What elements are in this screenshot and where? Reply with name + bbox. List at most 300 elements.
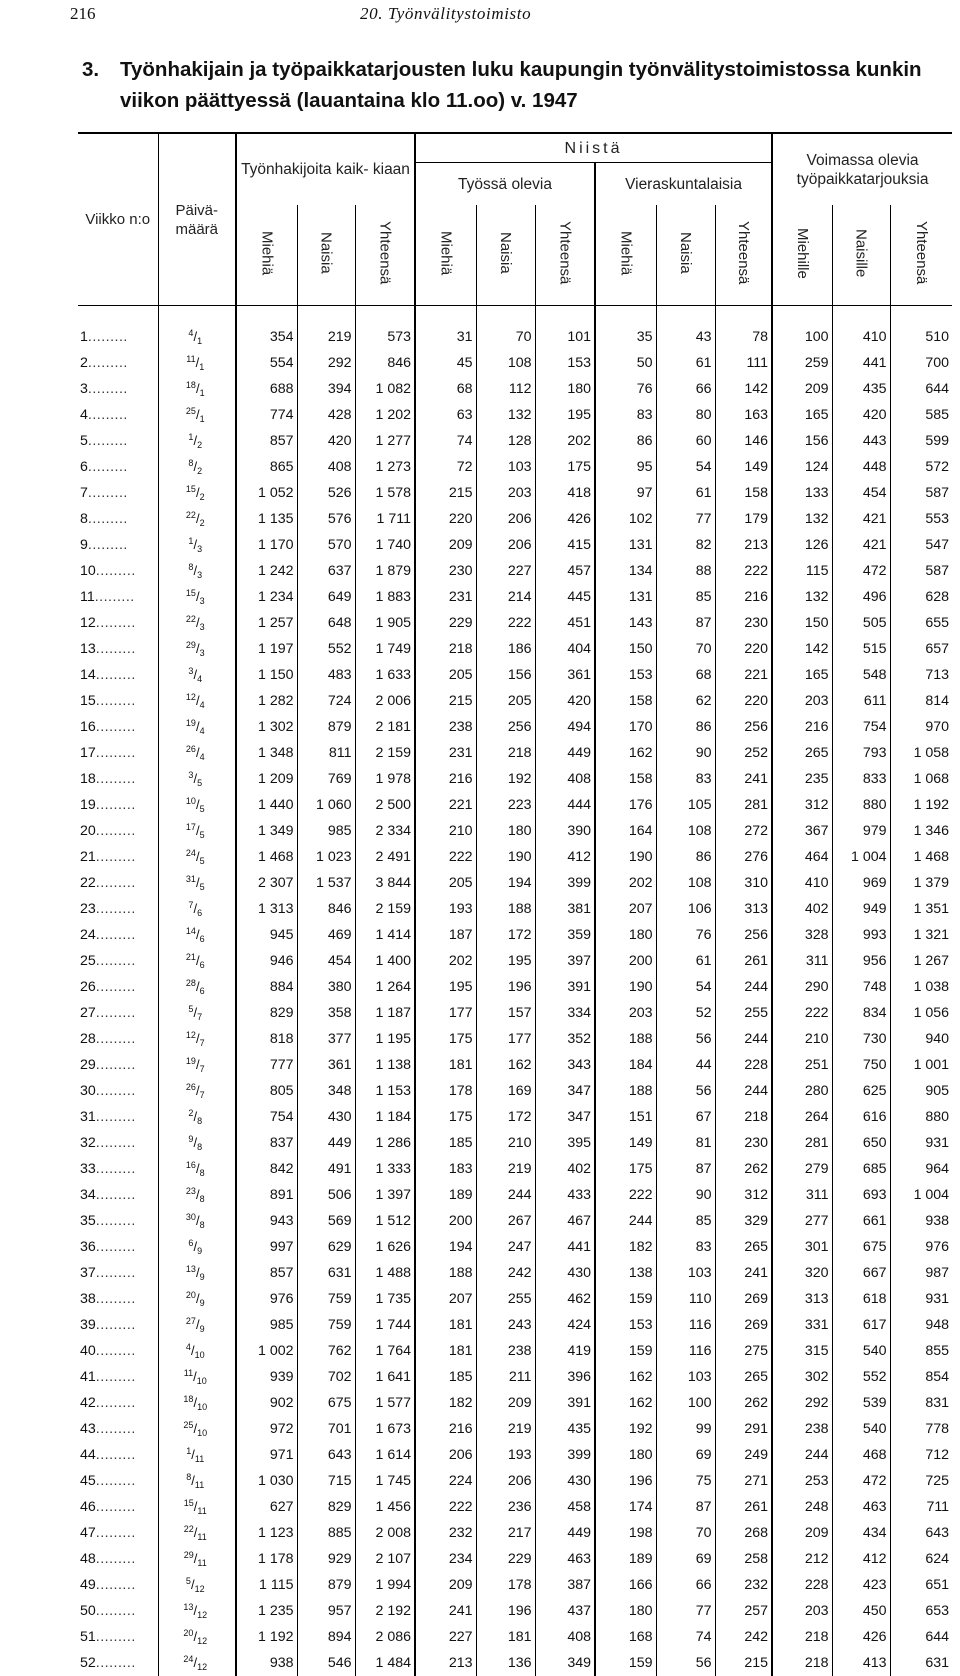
cell-v-m: 218 — [772, 1650, 832, 1676]
cell-n-w: 106 — [656, 896, 715, 922]
cell-n-t: 232 — [715, 1572, 772, 1598]
week-number: 25......... — [78, 948, 158, 974]
cell-e-t: 430 — [535, 1468, 595, 1494]
cell-n-t: 241 — [715, 1260, 772, 1286]
week-number: 9......... — [78, 532, 158, 558]
cell-th-w: 701 — [297, 1416, 355, 1442]
cell-n-m: 190 — [595, 844, 656, 870]
cell-th-m: 1 150 — [236, 662, 297, 688]
cell-e-w: 219 — [476, 1416, 535, 1442]
cell-th-w: 430 — [297, 1104, 355, 1130]
cell-v-w: 993 — [832, 922, 890, 948]
cell-th-t: 1 633 — [355, 662, 415, 688]
cell-th-w: 957 — [297, 1598, 355, 1624]
cell-th-m: 943 — [236, 1208, 297, 1234]
week-date: $^{26}/_7$ — [158, 1078, 236, 1104]
cell-v-w: 793 — [832, 740, 890, 766]
cell-n-t: 262 — [715, 1156, 772, 1182]
cell-e-m: 222 — [415, 844, 476, 870]
week-number: 20......... — [78, 818, 158, 844]
cell-th-w: 219 — [297, 306, 355, 351]
cell-e-m: 209 — [415, 1572, 476, 1598]
table-row — [78, 1182, 952, 1208]
cell-th-t: 1 333 — [355, 1156, 415, 1182]
cell-n-w: 105 — [656, 792, 715, 818]
cell-v-m: 235 — [772, 766, 832, 792]
week-number: 12......... — [78, 610, 158, 636]
cell-v-t: 814 — [890, 688, 952, 714]
cell-n-m: 95 — [595, 454, 656, 480]
cell-v-w: 539 — [832, 1390, 890, 1416]
cell-e-w: 177 — [476, 1026, 535, 1052]
cell-n-m: 180 — [595, 1442, 656, 1468]
cell-e-w: 108 — [476, 350, 535, 376]
table-row — [78, 1156, 952, 1182]
cell-e-t: 390 — [535, 818, 595, 844]
cell-th-w: 546 — [297, 1650, 355, 1676]
table-row — [78, 1494, 952, 1520]
cell-th-t: 2 086 — [355, 1624, 415, 1650]
cell-th-w: 762 — [297, 1338, 355, 1364]
cell-n-w: 56 — [656, 1650, 715, 1676]
cell-n-t: 261 — [715, 948, 772, 974]
cell-n-w: 80 — [656, 402, 715, 428]
cell-v-t: 587 — [890, 480, 952, 506]
cell-v-w: 969 — [832, 870, 890, 896]
cell-e-w: 214 — [476, 584, 535, 610]
cell-th-t: 1 883 — [355, 584, 415, 610]
cell-v-t: 931 — [890, 1130, 952, 1156]
cell-n-w: 61 — [656, 350, 715, 376]
cell-n-t: 256 — [715, 714, 772, 740]
cell-e-t: 180 — [535, 376, 595, 402]
cell-th-m: 938 — [236, 1650, 297, 1676]
table-row — [78, 636, 952, 662]
table-row — [78, 1338, 952, 1364]
cell-th-w: 377 — [297, 1026, 355, 1052]
week-date: $^{14}/_6$ — [158, 922, 236, 948]
table-row — [78, 1442, 952, 1468]
cell-th-w: 506 — [297, 1182, 355, 1208]
week-number: 37......... — [78, 1260, 158, 1286]
cell-e-t: 347 — [535, 1104, 595, 1130]
cell-th-w: 675 — [297, 1390, 355, 1416]
statistics-table — [78, 132, 952, 1676]
cell-v-t: 655 — [890, 610, 952, 636]
cell-v-w: 472 — [832, 1468, 890, 1494]
cell-v-t: 778 — [890, 1416, 952, 1442]
week-date: $^{26}/_4$ — [158, 740, 236, 766]
cell-th-w: 569 — [297, 1208, 355, 1234]
cell-e-w: 193 — [476, 1442, 535, 1468]
col-week-header: Viikko n:o — [78, 133, 158, 306]
week-date: $^1/_{11}$ — [158, 1442, 236, 1468]
cell-v-m: 311 — [772, 1182, 832, 1208]
cell-v-w: 685 — [832, 1156, 890, 1182]
cell-v-w: 834 — [832, 1000, 890, 1026]
cell-v-t: 1 351 — [890, 896, 952, 922]
week-number: 13......... — [78, 636, 158, 662]
week-date: $^4/_1$ — [158, 306, 236, 351]
cell-n-t: 149 — [715, 454, 772, 480]
cell-th-w: 292 — [297, 350, 355, 376]
cell-e-w: 205 — [476, 688, 535, 714]
week-date: $^{20}/_9$ — [158, 1286, 236, 1312]
cell-v-w: 880 — [832, 792, 890, 818]
cell-th-t: 1 488 — [355, 1260, 415, 1286]
cell-v-m: 292 — [772, 1390, 832, 1416]
cell-n-m: 83 — [595, 402, 656, 428]
cell-th-m: 902 — [236, 1390, 297, 1416]
cell-e-t: 349 — [535, 1650, 595, 1676]
cell-th-m: 842 — [236, 1156, 297, 1182]
cell-e-t: 391 — [535, 1390, 595, 1416]
cell-e-w: 186 — [476, 636, 535, 662]
cell-n-t: 265 — [715, 1234, 772, 1260]
cell-v-m: 210 — [772, 1026, 832, 1052]
cell-v-t: 587 — [890, 558, 952, 584]
cell-e-w: 169 — [476, 1078, 535, 1104]
week-number: 22......... — [78, 870, 158, 896]
week-number: 11......... — [78, 584, 158, 610]
cell-v-m: 132 — [772, 584, 832, 610]
cell-v-t: 854 — [890, 1364, 952, 1390]
cell-e-w: 211 — [476, 1364, 535, 1390]
table-row — [78, 818, 952, 844]
cell-th-t: 1 400 — [355, 948, 415, 974]
cell-e-m: 175 — [415, 1104, 476, 1130]
table-row — [78, 662, 952, 688]
cell-v-t: 553 — [890, 506, 952, 532]
cell-th-m: 976 — [236, 1286, 297, 1312]
cell-e-m: 234 — [415, 1546, 476, 1572]
cell-e-t: 426 — [535, 506, 595, 532]
cell-v-t: 1 468 — [890, 844, 952, 870]
cell-th-t: 1 273 — [355, 454, 415, 480]
cell-e-t: 463 — [535, 1546, 595, 1572]
cell-th-t: 2 334 — [355, 818, 415, 844]
cell-e-m: 229 — [415, 610, 476, 636]
cell-n-m: 162 — [595, 1390, 656, 1416]
cell-v-t: 970 — [890, 714, 952, 740]
cell-th-t: 2 008 — [355, 1520, 415, 1546]
cell-th-w: 629 — [297, 1234, 355, 1260]
week-date: $^{24}/_5$ — [158, 844, 236, 870]
cell-e-t: 343 — [535, 1052, 595, 1078]
cell-e-t: 408 — [535, 1624, 595, 1650]
week-date: $^1/_3$ — [158, 532, 236, 558]
week-number: 18......... — [78, 766, 158, 792]
cell-v-m: 311 — [772, 948, 832, 974]
cell-v-w: 616 — [832, 1104, 890, 1130]
cell-v-m: 126 — [772, 532, 832, 558]
cell-th-t: 1 153 — [355, 1078, 415, 1104]
table-row — [78, 1468, 952, 1494]
cell-e-t: 153 — [535, 350, 595, 376]
cell-v-m: 203 — [772, 1598, 832, 1624]
cell-th-w: 885 — [297, 1520, 355, 1546]
cell-th-m: 774 — [236, 402, 297, 428]
cell-v-w: 448 — [832, 454, 890, 480]
cell-e-t: 359 — [535, 922, 595, 948]
cell-th-t: 1 879 — [355, 558, 415, 584]
cell-e-m: 185 — [415, 1130, 476, 1156]
table-row — [78, 1234, 952, 1260]
cell-v-w: 748 — [832, 974, 890, 1000]
cell-th-t: 1 614 — [355, 1442, 415, 1468]
cell-e-t: 381 — [535, 896, 595, 922]
week-number: 19......... — [78, 792, 158, 818]
cell-v-m: 228 — [772, 1572, 832, 1598]
cell-v-t: 931 — [890, 1286, 952, 1312]
cell-e-t: 449 — [535, 740, 595, 766]
cell-v-t: 1 267 — [890, 948, 952, 974]
cell-n-w: 77 — [656, 506, 715, 532]
cell-n-w: 44 — [656, 1052, 715, 1078]
cell-e-w: 206 — [476, 506, 535, 532]
col-employed-women: Naisia — [476, 205, 535, 306]
cell-e-m: 183 — [415, 1156, 476, 1182]
cell-th-m: 971 — [236, 1442, 297, 1468]
week-date: $^{13}/_9$ — [158, 1260, 236, 1286]
cell-e-w: 196 — [476, 1598, 535, 1624]
table-number: 3. — [82, 54, 120, 85]
week-date: $^3/_4$ — [158, 662, 236, 688]
cell-e-t: 391 — [535, 974, 595, 1000]
cell-n-t: 281 — [715, 792, 772, 818]
cell-th-w: 526 — [297, 480, 355, 506]
cell-e-m: 202 — [415, 948, 476, 974]
cell-n-m: 184 — [595, 1052, 656, 1078]
cell-v-t: 631 — [890, 1650, 952, 1676]
week-date: $^{22}/_3$ — [158, 610, 236, 636]
cell-v-m: 165 — [772, 402, 832, 428]
cell-th-t: 2 491 — [355, 844, 415, 870]
cell-e-w: 180 — [476, 818, 535, 844]
cell-th-t: 1 744 — [355, 1312, 415, 1338]
cell-th-w: 449 — [297, 1130, 355, 1156]
cell-th-t: 1 749 — [355, 636, 415, 662]
week-date: $^8/_3$ — [158, 558, 236, 584]
cell-n-m: 196 — [595, 1468, 656, 1494]
cell-n-w: 70 — [656, 636, 715, 662]
group-niista-header: Niistä — [415, 133, 772, 163]
cell-v-t: 938 — [890, 1208, 952, 1234]
cell-e-m: 189 — [415, 1182, 476, 1208]
week-number: 52......... — [78, 1650, 158, 1676]
cell-e-t: 435 — [535, 1416, 595, 1442]
cell-th-t: 1 414 — [355, 922, 415, 948]
col-vacancies-total: Yhteensä — [890, 205, 952, 306]
cell-th-t: 1 673 — [355, 1416, 415, 1442]
cell-n-m: 162 — [595, 740, 656, 766]
cell-n-m: 190 — [595, 974, 656, 1000]
cell-v-t: 831 — [890, 1390, 952, 1416]
cell-th-w: 879 — [297, 1572, 355, 1598]
cell-v-t: 1 058 — [890, 740, 952, 766]
cell-th-m: 1 468 — [236, 844, 297, 870]
cell-th-t: 1 905 — [355, 610, 415, 636]
cell-n-m: 207 — [595, 896, 656, 922]
cell-e-w: 203 — [476, 480, 535, 506]
cell-v-w: 505 — [832, 610, 890, 636]
table-row — [78, 584, 952, 610]
cell-v-t: 644 — [890, 376, 952, 402]
cell-e-w: 196 — [476, 974, 535, 1000]
cell-v-w: 650 — [832, 1130, 890, 1156]
table-body — [78, 306, 952, 1676]
cell-th-m: 1 349 — [236, 818, 297, 844]
cell-th-t: 1 994 — [355, 1572, 415, 1598]
cell-n-t: 215 — [715, 1650, 772, 1676]
table-row — [78, 792, 952, 818]
cell-v-m: 115 — [772, 558, 832, 584]
cell-e-t: 396 — [535, 1364, 595, 1390]
cell-n-m: 35 — [595, 306, 656, 351]
week-number: 46......... — [78, 1494, 158, 1520]
table-row — [78, 1260, 952, 1286]
cell-e-t: 202 — [535, 428, 595, 454]
cell-v-w: 661 — [832, 1208, 890, 1234]
cell-e-m: 207 — [415, 1286, 476, 1312]
week-number: 45......... — [78, 1468, 158, 1494]
cell-n-w: 116 — [656, 1338, 715, 1364]
table-row — [78, 376, 952, 402]
cell-e-t: 352 — [535, 1026, 595, 1052]
cell-n-m: 202 — [595, 870, 656, 896]
cell-v-t: 1 038 — [890, 974, 952, 1000]
cell-th-m: 829 — [236, 1000, 297, 1026]
cell-th-w: 643 — [297, 1442, 355, 1468]
group-vacancies-header: Voimassa olevia työpaikkatarjouksia — [772, 133, 952, 205]
week-date: $^{15}/_2$ — [158, 480, 236, 506]
cell-th-m: 2 307 — [236, 870, 297, 896]
cell-v-m: 301 — [772, 1234, 832, 1260]
week-date: $^{20}/_{12}$ — [158, 1624, 236, 1650]
table-row — [78, 1312, 952, 1338]
col-total-men: Miehiä — [236, 205, 297, 306]
cell-n-t: 244 — [715, 1078, 772, 1104]
cell-n-m: 180 — [595, 1598, 656, 1624]
cell-th-m: 1 348 — [236, 740, 297, 766]
cell-th-m: 1 135 — [236, 506, 297, 532]
week-number: 6......... — [78, 454, 158, 480]
cell-th-m: 891 — [236, 1182, 297, 1208]
cell-n-m: 134 — [595, 558, 656, 584]
cell-th-w: 348 — [297, 1078, 355, 1104]
cell-v-m: 216 — [772, 714, 832, 740]
cell-e-t: 437 — [535, 1598, 595, 1624]
week-number: 36......... — [78, 1234, 158, 1260]
week-date: $^{24}/_{12}$ — [158, 1650, 236, 1676]
cell-e-m: 231 — [415, 584, 476, 610]
cell-e-t: 402 — [535, 1156, 595, 1182]
cell-th-w: 894 — [297, 1624, 355, 1650]
cell-v-w: 421 — [832, 532, 890, 558]
cell-n-w: 69 — [656, 1546, 715, 1572]
cell-e-m: 224 — [415, 1468, 476, 1494]
cell-th-t: 1 578 — [355, 480, 415, 506]
cell-e-m: 194 — [415, 1234, 476, 1260]
cell-e-m: 181 — [415, 1052, 476, 1078]
cell-e-m: 175 — [415, 1026, 476, 1052]
week-date: $^4/_{10}$ — [158, 1338, 236, 1364]
cell-n-t: 222 — [715, 558, 772, 584]
cell-e-w: 210 — [476, 1130, 535, 1156]
cell-v-t: 1 379 — [890, 870, 952, 896]
cell-n-t: 257 — [715, 1598, 772, 1624]
cell-th-w: 491 — [297, 1156, 355, 1182]
col-employed-men: Miehiä — [415, 205, 476, 306]
cell-n-t: 269 — [715, 1286, 772, 1312]
table-row — [78, 688, 952, 714]
cell-th-t: 1 082 — [355, 376, 415, 402]
cell-th-m: 1 197 — [236, 636, 297, 662]
week-date: $^5/_7$ — [158, 1000, 236, 1026]
cell-n-m: 176 — [595, 792, 656, 818]
week-date: $^{22}/_{11}$ — [158, 1520, 236, 1546]
cell-v-m: 248 — [772, 1494, 832, 1520]
cell-n-m: 182 — [595, 1234, 656, 1260]
title-line-1: Työnhakijain ja työpaikkatarjousten luku kaupungin työnvälitystoimistossa kunkin — [120, 58, 922, 81]
cell-e-m: 227 — [415, 1624, 476, 1650]
cell-n-m: 50 — [595, 350, 656, 376]
cell-n-t: 111 — [715, 350, 772, 376]
title-line-2: viikon päättyessä (lauantaina klo 11.oo) v. 1947 — [82, 85, 942, 116]
cell-v-w: 515 — [832, 636, 890, 662]
cell-e-t: 334 — [535, 1000, 595, 1026]
cell-n-m: 198 — [595, 1520, 656, 1546]
cell-v-m: 281 — [772, 1130, 832, 1156]
cell-e-m: 200 — [415, 1208, 476, 1234]
cell-v-t: 880 — [890, 1104, 952, 1130]
cell-v-m: 212 — [772, 1546, 832, 1572]
cell-n-m: 188 — [595, 1026, 656, 1052]
cell-n-m: 131 — [595, 584, 656, 610]
cell-th-t: 1 512 — [355, 1208, 415, 1234]
cell-e-m: 221 — [415, 792, 476, 818]
cell-v-t: 725 — [890, 1468, 952, 1494]
table-row — [78, 1520, 952, 1546]
week-date: $^{13}/_{12}$ — [158, 1598, 236, 1624]
cell-v-w: 412 — [832, 1546, 890, 1572]
cell-e-t: 415 — [535, 532, 595, 558]
cell-e-t: 408 — [535, 766, 595, 792]
week-number: 40......... — [78, 1338, 158, 1364]
cell-v-m: 165 — [772, 662, 832, 688]
table-row — [78, 1130, 952, 1156]
cell-e-t: 412 — [535, 844, 595, 870]
cell-n-m: 168 — [595, 1624, 656, 1650]
cell-th-t: 1 195 — [355, 1026, 415, 1052]
cell-e-w: 242 — [476, 1260, 535, 1286]
table-row — [78, 1078, 952, 1104]
table-row — [78, 532, 952, 558]
cell-th-w: 483 — [297, 662, 355, 688]
cell-n-m: 192 — [595, 1416, 656, 1442]
week-date: $^1/_2$ — [158, 428, 236, 454]
cell-e-m: 187 — [415, 922, 476, 948]
cell-n-m: 200 — [595, 948, 656, 974]
cell-v-w: 423 — [832, 1572, 890, 1598]
cell-e-w: 188 — [476, 896, 535, 922]
week-date: $^{11}/_{10}$ — [158, 1364, 236, 1390]
cell-n-t: 146 — [715, 428, 772, 454]
cell-v-w: 420 — [832, 402, 890, 428]
cell-e-w: 136 — [476, 1650, 535, 1676]
cell-e-w: 103 — [476, 454, 535, 480]
cell-v-m: 238 — [772, 1416, 832, 1442]
